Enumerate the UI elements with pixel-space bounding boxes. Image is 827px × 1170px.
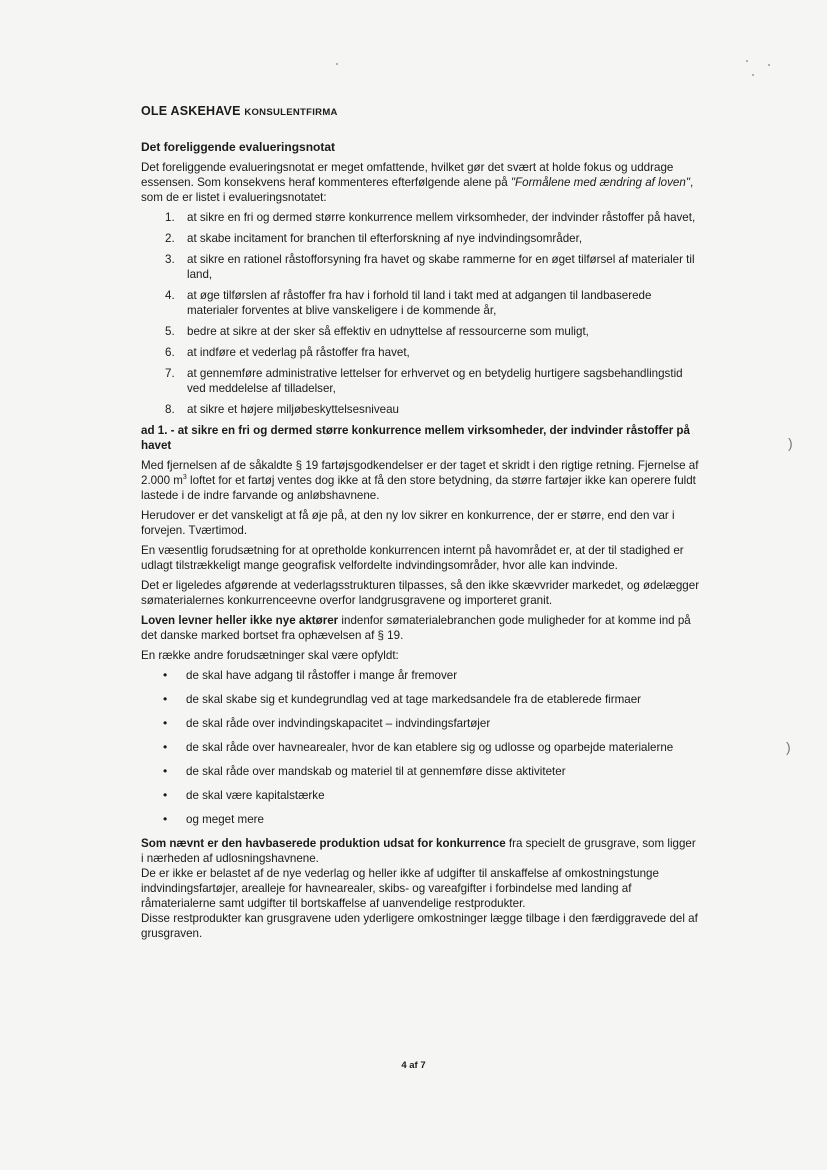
intro-paragraph: Det foreliggende evalueringsnotat er meget omfattende, hvilket gør det svært at holde fokus og uddrage essensen. Som konsekvens heraf kommenteres efterfølgende alene på "Formålene med ændring af loven", som de er listet i evalueringsnotatet:	[141, 161, 694, 204]
page-content	[141, 104, 701, 941]
purpose-text: bedre at sikre at der sker så effektiv en udnyttelse af ressourcerne som muligt,	[187, 325, 589, 338]
paragraph-2: Herudover er det vanskeligt at få øje på, at den ny lov sikrer en konkurrence, der er større, end den var i forvejen. Tværtimod.	[141, 509, 675, 537]
condition-item	[141, 692, 701, 707]
scan-mark: )	[788, 435, 793, 451]
purpose-text: at indføre et vederlag på råstoffer fra havet,	[187, 346, 410, 359]
purpose-number: 5.	[165, 325, 175, 338]
purpose-item	[141, 324, 701, 339]
ad1-heading: ad 1. - at sikre en fri og dermed større konkurrence mellem virksomheder, der indvinder råstoffer på havet	[141, 424, 690, 452]
purpose-item	[141, 345, 701, 360]
conditions-list	[141, 668, 701, 827]
purpose-item	[141, 366, 701, 396]
condition-item	[141, 764, 701, 779]
condition-item	[141, 740, 701, 755]
page-number: 4 af 7	[401, 1060, 426, 1071]
purpose-number: 2.	[165, 232, 175, 245]
purpose-number: 4.	[165, 289, 175, 302]
purpose-number: 6.	[165, 346, 175, 359]
purpose-number: 7.	[165, 367, 175, 380]
paragraph-5: Loven levner heller ikke nye aktører indenfor sømaterialebranchen gode muligheder for at komme ind på det danske marked bortset fra ophævelsen af § 19.	[141, 614, 691, 642]
condition-item	[141, 812, 701, 827]
scan-speck	[752, 74, 754, 76]
purpose-item	[141, 402, 701, 417]
purpose-text: at sikre en rationel råstofforsyning fra havet og skabe rammerne for en øget tilførsel af materialer til land,	[187, 253, 695, 281]
purpose-item	[141, 252, 701, 282]
scan-mark: )	[786, 739, 791, 755]
company-name: OLE ASKEHAVE	[141, 104, 241, 118]
purpose-text: at gennemføre administrative lettelser for erhvervet og en betydelig hurtigere sagsbehandlingstid ved meddelelse af tilladelser,	[187, 367, 683, 395]
condition-item	[141, 788, 701, 803]
condition-text: de skal have adgang til råstoffer i mange år fremover	[186, 669, 458, 682]
purpose-text: at skabe incitament for branchen til efterforskning af nye indvindingsområder,	[187, 232, 583, 245]
purposes-list	[141, 210, 701, 417]
paragraph-7: Som nævnt er den havbaserede produktion udsat for konkurrence fra specielt de grusgrave, som ligger i nærheden af udlosningshavnene.	[141, 837, 696, 865]
condition-text: de skal råde over mandskab og materiel til at gennemføre disse aktiviteter	[186, 765, 566, 778]
scan-speck	[768, 64, 770, 66]
bullet-icon: •	[163, 668, 168, 682]
purpose-item	[141, 288, 701, 318]
condition-text: og meget mere	[186, 813, 264, 826]
paragraph-8: De er ikke er belastet af de nye vederlag og heller ikke af udgifter til anskaffelse af omkostningstunge indvindingsfartøjer, arealleje for havnearealer, skibs- og vareafgifter i forbindelse med landing af råmaterialerne samt udgifter til bortskaffelse af uanvendelige restprodukter.	[141, 867, 659, 910]
condition-item	[141, 716, 701, 731]
bullet-icon: •	[163, 788, 168, 802]
purpose-number: 3.	[165, 253, 175, 266]
condition-item	[141, 668, 701, 683]
bullet-icon: •	[163, 764, 168, 778]
purpose-text: at øge tilførslen af råstoffer fra hav i forhold til land i takt med at adgangen til landbaserede materialer forventes at blive vanskeligere i de kommende år,	[187, 289, 652, 317]
company-header	[141, 104, 701, 120]
condition-text: de skal råde over havnearealer, hvor de kan etablere sig og udlosse og oparbejde materialerne	[186, 741, 674, 754]
paragraph-4: Det er ligeledes afgørende at vederlagsstrukturen tilpasses, så den ikke skævvrider markedet, og ødelægger sømaterialernes konkurrenceevne overfor landgrusgravene og importeret granit.	[141, 579, 700, 607]
purpose-number: 1.	[165, 211, 175, 224]
purpose-item	[141, 210, 701, 225]
purpose-text: at sikre en fri og dermed større konkurrence mellem virksomheder, der indvinder råstoffer på havet,	[187, 211, 696, 224]
paragraph-9: Disse restprodukter kan grusgravene uden yderligere omkostninger lægge tilbage i den færdiggravede del af grusgraven.	[141, 912, 698, 940]
bullet-icon: •	[163, 692, 168, 706]
paragraph-1: Med fjernelsen af de såkaldte § 19 fartøjsgodkendelser er der taget et skridt i den rigtige retning. Fjernelse af 2.000 $m^3$ loftet for et fartøj ventes dog ikke at få den store betydning, da større fartøjer ikke kan operere fuldt lastede i de indre farvande og anløbshavnene.	[141, 459, 699, 502]
purpose-text: at sikre et højere miljøbeskyttelsesniveau	[187, 403, 399, 416]
purpose-number: 8.	[165, 403, 175, 416]
purpose-item	[141, 231, 701, 246]
bullet-icon: •	[163, 716, 168, 730]
paragraph-3: En væsentlig forudsætning for at opretholde konkurrencen internt på havområdet er, at der til stadighed er udlagt tilstrækkeligt mange geografisk velfordelte indvindingsområder, hvor alle kan indvinde.	[141, 544, 684, 572]
scan-speck	[746, 60, 748, 62]
paragraph-6: En række andre forudsætninger skal være opfyldt:	[141, 649, 399, 662]
bullet-icon: •	[163, 740, 168, 754]
scan-speck	[336, 63, 338, 65]
condition-text: de skal være kapitalstærke	[186, 789, 325, 802]
bullet-icon: •	[163, 812, 168, 826]
section-title: Det foreliggende evalueringsnotat	[141, 140, 336, 154]
condition-text: de skal råde over indvindingskapacitet – indvindingsfartøjer	[186, 717, 491, 730]
condition-text: de skal skabe sig et kundegrundlag ved at tage markedsandele fra de etablerede firmaer	[186, 693, 642, 706]
company-subtitle: KONSULENTFIRMA	[244, 107, 338, 118]
